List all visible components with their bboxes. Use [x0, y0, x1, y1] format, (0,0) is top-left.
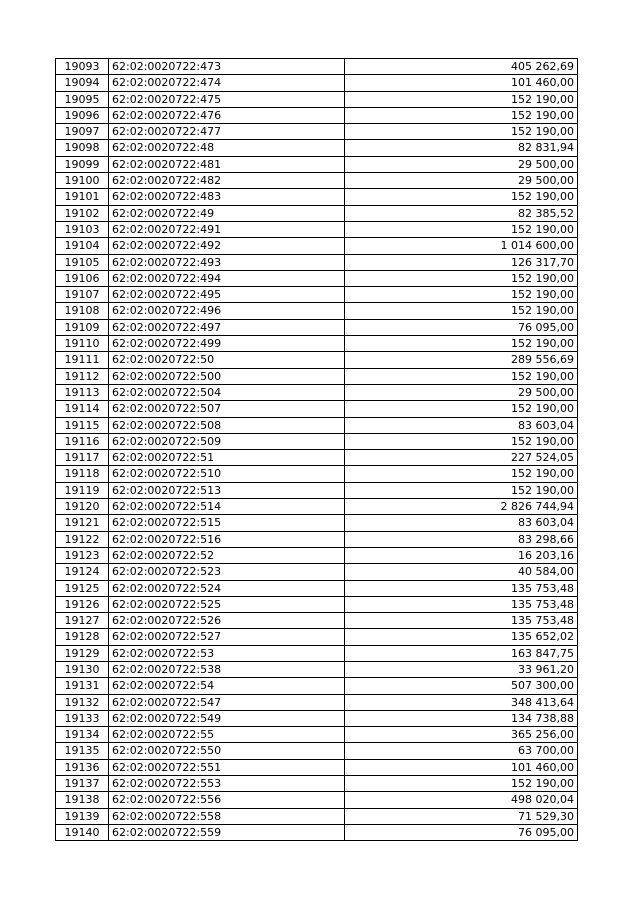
table-row — [56, 173, 578, 189]
cadastral-value: 152 190,00 — [345, 433, 578, 449]
cadastral-value: 289 556,69 — [345, 352, 578, 368]
row-number: 19117 — [56, 450, 109, 466]
table-row — [56, 824, 578, 840]
row-number: 19128 — [56, 629, 109, 645]
row-number: 19140 — [56, 824, 109, 840]
table-row — [56, 596, 578, 612]
table-row — [56, 645, 578, 661]
table-row — [56, 189, 578, 205]
row-number: 19118 — [56, 466, 109, 482]
cadastral-number: 62:02:0020722:474 — [109, 75, 345, 91]
row-number: 19133 — [56, 710, 109, 726]
row-number: 19109 — [56, 319, 109, 335]
cadastral-number: 62:02:0020722:549 — [109, 710, 345, 726]
table-row — [56, 727, 578, 743]
cadastral-value: 227 524,05 — [345, 450, 578, 466]
cadastral-number: 62:02:0020722:496 — [109, 303, 345, 319]
cadastral-value: 71 529,30 — [345, 808, 578, 824]
table-row — [56, 515, 578, 531]
cadastral-value: 152 190,00 — [345, 482, 578, 498]
table-row — [56, 368, 578, 384]
cadastral-number: 62:02:0020722:524 — [109, 580, 345, 596]
cadastral-number: 62:02:0020722:477 — [109, 124, 345, 140]
cadastral-value: 163 847,75 — [345, 645, 578, 661]
table-row — [56, 352, 578, 368]
table-row — [56, 156, 578, 172]
cadastral-number: 62:02:0020722:481 — [109, 156, 345, 172]
row-number: 19132 — [56, 694, 109, 710]
cadastral-number: 62:02:0020722:514 — [109, 499, 345, 515]
table-row — [56, 564, 578, 580]
table-row — [56, 75, 578, 91]
cadastral-number: 62:02:0020722:508 — [109, 417, 345, 433]
cadastral-number: 62:02:0020722:53 — [109, 645, 345, 661]
row-number: 19114 — [56, 401, 109, 417]
row-number: 19098 — [56, 140, 109, 156]
cadastral-number: 62:02:0020722:558 — [109, 808, 345, 824]
cadastral-value: 152 190,00 — [345, 124, 578, 140]
cadastral-number: 62:02:0020722:551 — [109, 759, 345, 775]
cadastral-number: 62:02:0020722:495 — [109, 287, 345, 303]
cadastral-value: 76 095,00 — [345, 824, 578, 840]
cadastral-value: 83 298,66 — [345, 531, 578, 547]
row-number: 19105 — [56, 254, 109, 270]
table-row — [56, 384, 578, 400]
cadastral-value: 135 753,48 — [345, 580, 578, 596]
cadastral-value: 135 753,48 — [345, 613, 578, 629]
row-number: 19127 — [56, 613, 109, 629]
cadastral-number: 62:02:0020722:493 — [109, 254, 345, 270]
table-row — [56, 613, 578, 629]
table-row — [56, 287, 578, 303]
cadastral-number: 62:02:0020722:513 — [109, 482, 345, 498]
row-number: 19135 — [56, 743, 109, 759]
row-number: 19107 — [56, 287, 109, 303]
row-number: 19121 — [56, 515, 109, 531]
cadastral-value: 76 095,00 — [345, 319, 578, 335]
cadastral-number: 62:02:0020722:494 — [109, 270, 345, 286]
table-row — [56, 450, 578, 466]
cadastral-number: 62:02:0020722:50 — [109, 352, 345, 368]
table-row — [56, 303, 578, 319]
cadastral-number: 62:02:0020722:55 — [109, 727, 345, 743]
table-row — [56, 678, 578, 694]
cadastral-number: 62:02:0020722:509 — [109, 433, 345, 449]
row-number: 19139 — [56, 808, 109, 824]
table-row — [56, 319, 578, 335]
table-row — [56, 710, 578, 726]
row-number: 19108 — [56, 303, 109, 319]
row-number: 19136 — [56, 759, 109, 775]
row-number: 19122 — [56, 531, 109, 547]
cadastral-number: 62:02:0020722:515 — [109, 515, 345, 531]
table-row — [56, 792, 578, 808]
cadastral-value: 152 190,00 — [345, 287, 578, 303]
table-row — [56, 221, 578, 237]
table-row — [56, 91, 578, 107]
cadastral-value: 152 190,00 — [345, 189, 578, 205]
cadastral-value: 2 826 744,94 — [345, 499, 578, 515]
table-row — [56, 254, 578, 270]
cadastral-number: 62:02:0020722:525 — [109, 596, 345, 612]
row-number: 19106 — [56, 270, 109, 286]
row-number: 19130 — [56, 661, 109, 677]
cadastral-number: 62:02:0020722:49 — [109, 205, 345, 221]
row-number: 19131 — [56, 678, 109, 694]
cadastral-number: 62:02:0020722:527 — [109, 629, 345, 645]
cadastral-value: 152 190,00 — [345, 776, 578, 792]
cadastral-number: 62:02:0020722:550 — [109, 743, 345, 759]
row-number: 19097 — [56, 124, 109, 140]
row-number: 19129 — [56, 645, 109, 661]
table-row — [56, 107, 578, 123]
cadastral-number: 62:02:0020722:476 — [109, 107, 345, 123]
table-row — [56, 661, 578, 677]
cadastral-number: 62:02:0020722:507 — [109, 401, 345, 417]
row-number: 19110 — [56, 336, 109, 352]
cadastral-value: 83 603,04 — [345, 515, 578, 531]
table-row — [56, 776, 578, 792]
cadastral-number: 62:02:0020722:538 — [109, 661, 345, 677]
cadastral-value: 29 500,00 — [345, 384, 578, 400]
cadastral-value: 101 460,00 — [345, 759, 578, 775]
row-number: 19103 — [56, 221, 109, 237]
cadastral-value: 83 603,04 — [345, 417, 578, 433]
cadastral-value: 152 190,00 — [345, 107, 578, 123]
cadastral-value: 1 014 600,00 — [345, 238, 578, 254]
cadastral-number: 62:02:0020722:48 — [109, 140, 345, 156]
table-row — [56, 466, 578, 482]
cadastral-value: 405 262,69 — [345, 59, 578, 75]
table-row — [56, 270, 578, 286]
row-number: 19113 — [56, 384, 109, 400]
cadastral-number: 62:02:0020722:497 — [109, 319, 345, 335]
cadastral-value: 152 190,00 — [345, 466, 578, 482]
row-number: 19100 — [56, 173, 109, 189]
table-row — [56, 694, 578, 710]
row-number: 19112 — [56, 368, 109, 384]
cadastral-number: 62:02:0020722:526 — [109, 613, 345, 629]
row-number: 19120 — [56, 499, 109, 515]
cadastral-number: 62:02:0020722:556 — [109, 792, 345, 808]
cadastral-value: 29 500,00 — [345, 173, 578, 189]
cadastral-value-table — [55, 58, 578, 841]
cadastral-value: 16 203,16 — [345, 547, 578, 563]
table-body — [56, 59, 578, 841]
row-number: 19124 — [56, 564, 109, 580]
row-number: 19116 — [56, 433, 109, 449]
row-number: 19123 — [56, 547, 109, 563]
cadastral-number: 62:02:0020722:523 — [109, 564, 345, 580]
row-number: 19137 — [56, 776, 109, 792]
cadastral-value: 152 190,00 — [345, 91, 578, 107]
row-number: 19101 — [56, 189, 109, 205]
cadastral-number: 62:02:0020722:483 — [109, 189, 345, 205]
cadastral-value: 101 460,00 — [345, 75, 578, 91]
table-row — [56, 336, 578, 352]
table-row — [56, 759, 578, 775]
table-row — [56, 580, 578, 596]
cadastral-value: 40 584,00 — [345, 564, 578, 580]
cadastral-value: 82 385,52 — [345, 205, 578, 221]
cadastral-number: 62:02:0020722:510 — [109, 466, 345, 482]
table-row — [56, 482, 578, 498]
cadastral-number: 62:02:0020722:54 — [109, 678, 345, 694]
table-row — [56, 808, 578, 824]
row-number: 19102 — [56, 205, 109, 221]
cadastral-number: 62:02:0020722:516 — [109, 531, 345, 547]
row-number: 19138 — [56, 792, 109, 808]
table-row — [56, 59, 578, 75]
row-number: 19115 — [56, 417, 109, 433]
cadastral-number: 62:02:0020722:482 — [109, 173, 345, 189]
table-row — [56, 743, 578, 759]
table-row — [56, 238, 578, 254]
cadastral-value: 29 500,00 — [345, 156, 578, 172]
cadastral-value: 134 738,88 — [345, 710, 578, 726]
row-number: 19134 — [56, 727, 109, 743]
cadastral-number: 62:02:0020722:553 — [109, 776, 345, 792]
cadastral-number: 62:02:0020722:559 — [109, 824, 345, 840]
cadastral-number: 62:02:0020722:547 — [109, 694, 345, 710]
cadastral-value: 348 413,64 — [345, 694, 578, 710]
cadastral-number: 62:02:0020722:52 — [109, 547, 345, 563]
cadastral-value: 152 190,00 — [345, 221, 578, 237]
cadastral-value: 152 190,00 — [345, 401, 578, 417]
row-number: 19093 — [56, 59, 109, 75]
cadastral-number: 62:02:0020722:492 — [109, 238, 345, 254]
row-number: 19095 — [56, 91, 109, 107]
row-number: 19111 — [56, 352, 109, 368]
table-row — [56, 124, 578, 140]
cadastral-value: 152 190,00 — [345, 270, 578, 286]
row-number: 19096 — [56, 107, 109, 123]
table-row — [56, 629, 578, 645]
row-number: 19099 — [56, 156, 109, 172]
cadastral-number: 62:02:0020722:475 — [109, 91, 345, 107]
cadastral-value: 507 300,00 — [345, 678, 578, 694]
cadastral-value: 33 961,20 — [345, 661, 578, 677]
table-row — [56, 205, 578, 221]
row-number: 19104 — [56, 238, 109, 254]
cadastral-number: 62:02:0020722:473 — [109, 59, 345, 75]
cadastral-value: 152 190,00 — [345, 336, 578, 352]
cadastral-number: 62:02:0020722:51 — [109, 450, 345, 466]
cadastral-number: 62:02:0020722:499 — [109, 336, 345, 352]
cadastral-number: 62:02:0020722:504 — [109, 384, 345, 400]
cadastral-number: 62:02:0020722:500 — [109, 368, 345, 384]
cadastral-value: 135 753,48 — [345, 596, 578, 612]
row-number: 19126 — [56, 596, 109, 612]
cadastral-number: 62:02:0020722:491 — [109, 221, 345, 237]
table-row — [56, 417, 578, 433]
table-row — [56, 401, 578, 417]
table-row — [56, 140, 578, 156]
table-row — [56, 499, 578, 515]
cadastral-value: 498 020,04 — [345, 792, 578, 808]
table-row — [56, 531, 578, 547]
cadastral-value: 82 831,94 — [345, 140, 578, 156]
cadastral-value: 126 317,70 — [345, 254, 578, 270]
cadastral-value: 63 700,00 — [345, 743, 578, 759]
table-row — [56, 547, 578, 563]
row-number: 19119 — [56, 482, 109, 498]
cadastral-value: 135 652,02 — [345, 629, 578, 645]
cadastral-value: 152 190,00 — [345, 368, 578, 384]
row-number: 19125 — [56, 580, 109, 596]
table-row — [56, 433, 578, 449]
cadastral-value: 365 256,00 — [345, 727, 578, 743]
cadastral-value: 152 190,00 — [345, 303, 578, 319]
row-number: 19094 — [56, 75, 109, 91]
